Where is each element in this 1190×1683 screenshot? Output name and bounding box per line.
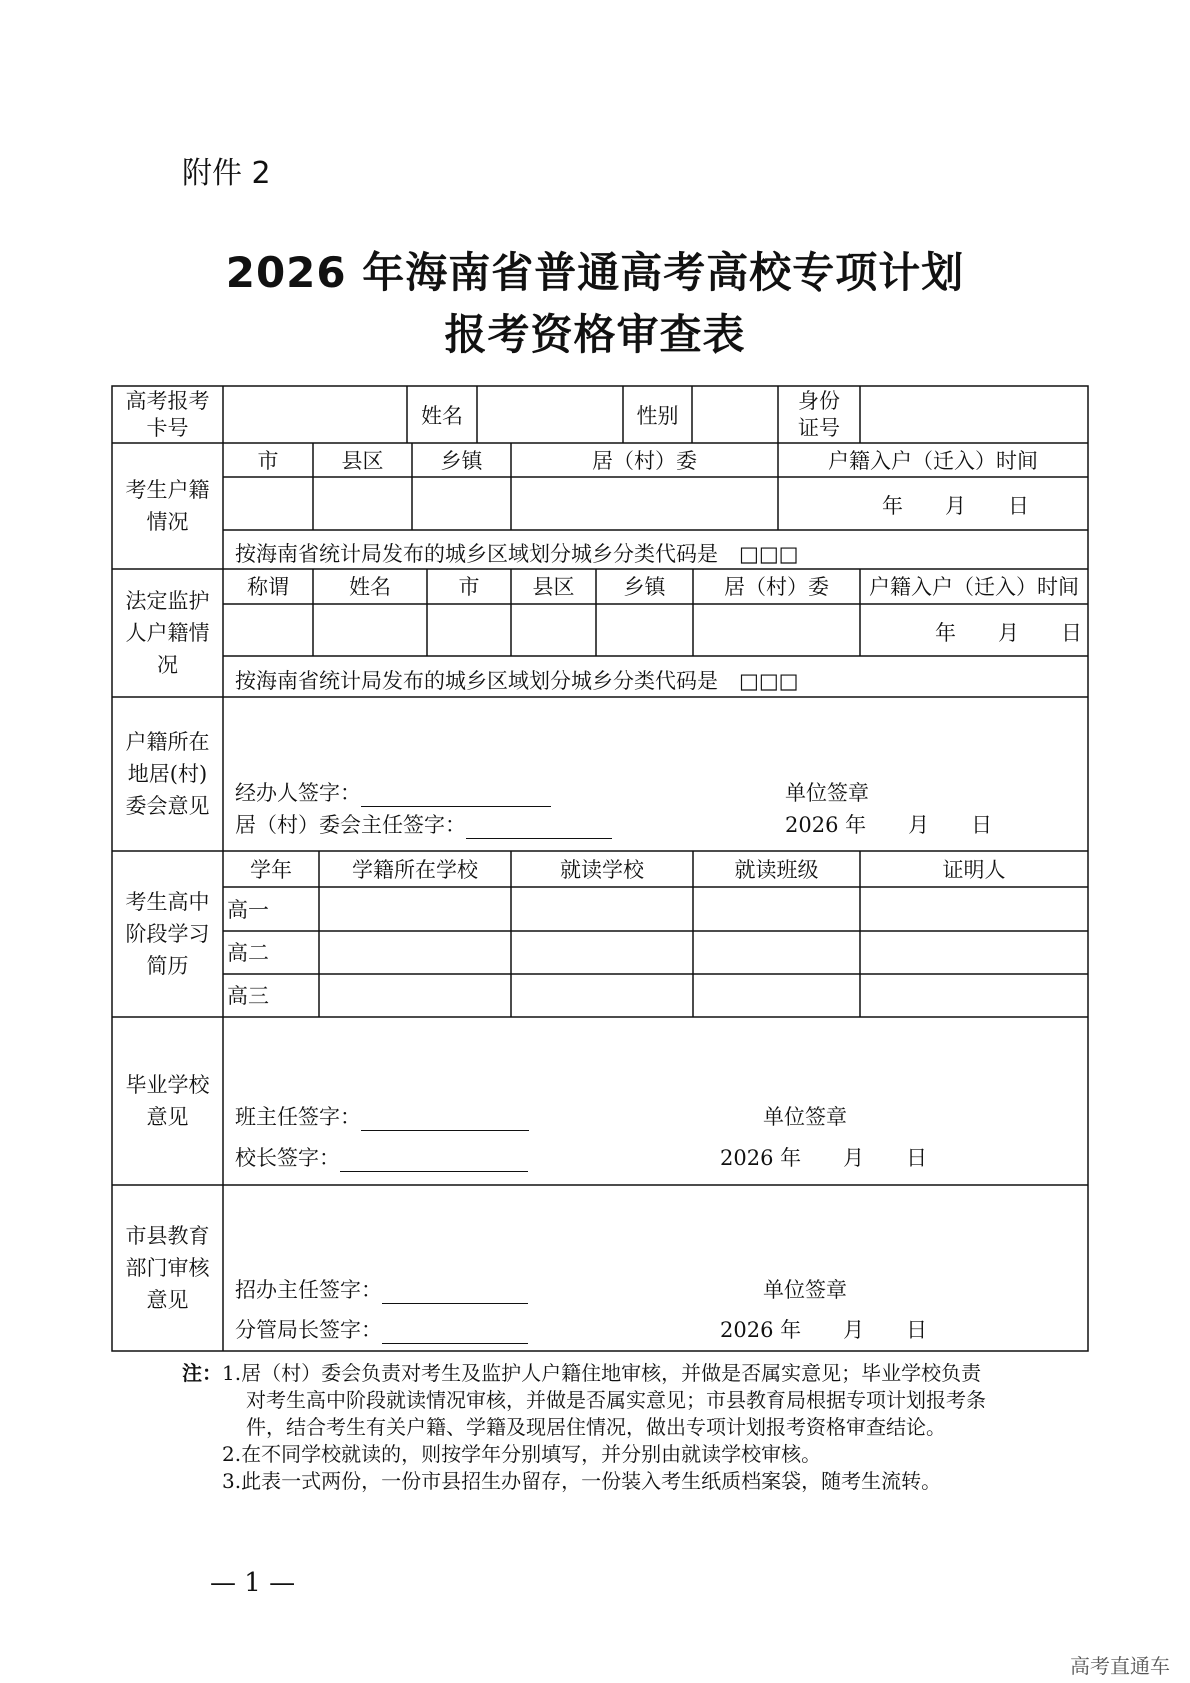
hukou-county-field[interactable] [313,477,412,530]
study-header-witness: 证明人 [942,858,1006,882]
hukou-header-town: 乡镇 [440,449,483,473]
school-principal-sign-line[interactable] [340,1147,528,1172]
committee-handler-sign-line[interactable] [361,782,551,807]
hukou-header-city: 市 [257,449,279,473]
study-year-3: 高三 [227,984,269,1008]
hukou-date-field[interactable]: 年 月 日 [882,494,1029,518]
guardian-code-text: 按海南省统计局发布的城乡区域划分城乡分类代码是 □□□ [235,669,799,693]
study-year-1: 高一 [227,898,269,922]
hukou-committee-field[interactable] [511,477,778,530]
note-1-line-2: 对考生高中阶段就读情况审核，并做是否属实意见；市县教育局根据专项计划报考条 [246,1388,986,1412]
id-number-label: 身份证号 [798,388,840,440]
guardian-name-field[interactable] [313,604,427,656]
form-title-line1: 2026 年海南省普通高考高校专项计划 [225,248,965,297]
guardian-header-town: 乡镇 [623,575,666,599]
guardian-date-field[interactable]: 年 月 日 [935,621,1082,645]
guardian-city-field[interactable] [427,604,511,656]
hukou-city-field[interactable] [223,477,313,530]
gender-field[interactable] [692,386,778,443]
guardian-header-name: 姓名 [349,575,391,599]
study-section-label: 考生高中阶段学习简历 [125,890,210,978]
hukou-header-county: 县区 [341,449,384,473]
hukou-code-text: 按海南省统计局发布的城乡区域划分城乡分类代码是 □□□ [235,542,799,566]
guardian-header-time: 户籍入户（迁入）时间 [869,575,1079,599]
note-1-line-3: 件，结合考生有关户籍、学籍及现居住情况，做出专项计划报考资格审查结论。 [246,1415,946,1439]
guardian-header-city: 市 [458,575,480,599]
committee-section-label: 户籍所在地居(村)委会意见 [125,730,210,818]
study-header-class: 就读班级 [734,858,819,882]
edu-date: 2026 年 月 日 [720,1318,928,1342]
hukou-header-committee: 居（村）委 [592,449,697,473]
school-seal: 单位签章 [763,1105,847,1129]
hukou-town-field[interactable] [412,477,511,530]
edu-section-label: 市县教育部门审核意见 [125,1224,210,1312]
study-header-year: 学年 [250,858,292,882]
note-1-line-1: 1.居（村）委会负责对考生及监护人户籍住地审核，并做是否属实意见；毕业学校负责 [222,1361,982,1385]
guardian-header-relation: 称谓 [247,575,289,599]
committee-director-sign-line[interactable] [466,814,612,839]
edu-director-sign-line[interactable] [382,1319,528,1344]
committee-seal: 单位签章 [785,781,869,805]
guardian-header-county: 县区 [532,575,575,599]
edu-office-sign-label: 招办主任签字： [235,1278,382,1302]
watermark-text: 高考直通车 [1070,1654,1170,1678]
guardian-town-field[interactable] [596,604,693,656]
hukou-section-label: 考生户籍情况 [125,478,210,534]
edu-director-sign-label: 分管局长签字： [235,1318,382,1342]
exam-number-field[interactable] [223,386,407,443]
study-year-2: 高二 [227,941,269,965]
exam-number-label: 高考报考卡号 [125,388,210,440]
note-2: 2.在不同学校就读的，则按学年分别填写，并分别由就读学校审核。 [222,1442,822,1466]
school-teacher-sign-line[interactable] [361,1106,529,1131]
study-header-attended-school: 就读学校 [560,858,644,882]
hukou-header-time: 户籍入户（迁入）时间 [828,449,1038,473]
edu-seal: 单位签章 [763,1278,847,1302]
school-date: 2026 年 月 日 [720,1146,928,1170]
guardian-relation-field[interactable] [223,604,313,656]
guardian-section-label: 法定监护人户籍情况 [125,589,210,677]
committee-director-sign-label: 居（村）委会主任签字： [235,813,466,837]
school-principal-sign-label: 校长签字： [235,1146,340,1170]
committee-handler-sign-label: 经办人签字： [235,781,361,805]
form-title-line2: 报考资格审查表 [444,310,746,359]
edu-office-sign-line[interactable] [382,1279,528,1304]
notes-prefix: 注： [182,1361,222,1385]
guardian-county-field[interactable] [511,604,596,656]
page-number: — 1 — [210,1568,296,1598]
study-header-enrolled-school: 学籍所在学校 [352,858,478,882]
attachment-label: 附件 2 [182,156,271,191]
note-3: 3.此表一式两份，一份市县招生办留存，一份装入考生纸质档案袋，随考生流转。 [222,1469,942,1493]
guardian-header-committee: 居（村）委 [724,575,829,599]
id-number-field[interactable] [860,386,1088,443]
guardian-committee-field[interactable] [693,604,860,656]
school-teacher-sign-label: 班主任签字： [235,1105,361,1129]
school-section-label: 毕业学校意见 [125,1073,210,1129]
name-field[interactable] [477,386,623,443]
name-label: 姓名 [421,404,463,428]
committee-date: 2026 年 月 日 [785,813,993,837]
gender-label: 性别 [636,404,679,428]
